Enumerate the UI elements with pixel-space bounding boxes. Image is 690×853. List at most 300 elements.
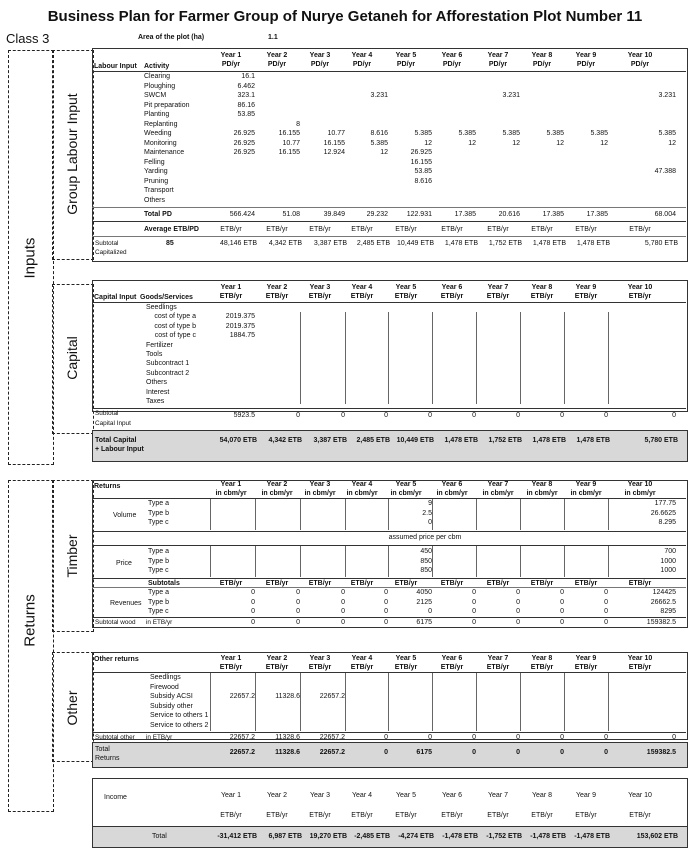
price-y10-value: 1000 — [660, 567, 676, 574]
labour-value: 12 — [668, 139, 676, 147]
revenue-value: 0 — [604, 608, 608, 615]
timber-etb-unit: ETB/yr — [440, 580, 464, 587]
revenue-value: 0 — [296, 589, 300, 596]
activity-label: Transport — [144, 187, 174, 194]
revenue-value: 0 — [251, 598, 255, 606]
capital-subtotal-value: 0 — [428, 412, 432, 419]
timber-etb-unit: ETB/yr — [350, 580, 374, 587]
labour-year-header: Year 5 — [395, 52, 417, 59]
revenue-value: 0 — [560, 608, 564, 615]
timber-year-header: Year 10 — [627, 481, 653, 488]
column-divider — [300, 546, 301, 577]
volume-type-label: Type a — [148, 500, 170, 507]
capital-subtotal-value: 5923.5 — [233, 412, 255, 419]
timber-year-header: Year 8 — [531, 481, 553, 488]
activity-label: Maintenance — [144, 149, 185, 156]
timber-etb-unit: ETB/yr — [219, 580, 243, 587]
timber-unit-header: in cbm/yr — [436, 490, 468, 497]
other-year-header: Year 1 — [220, 655, 242, 662]
other-returns-col-header: Other returns — [94, 656, 139, 663]
revenue-value: 0 — [251, 589, 255, 596]
subsidy-acsi-value: 22657.2 — [229, 693, 255, 700]
total-capital-value: 54,070 ETB — [219, 437, 257, 444]
volume-type-label: Type c — [148, 519, 169, 526]
labour-capitalized-label: Capitalized — [95, 249, 127, 256]
labour-etb-unit: ETB/yr — [266, 226, 288, 233]
total-pd-label: Total PD — [144, 211, 172, 218]
total-pd-value: 39.849 — [323, 211, 345, 218]
activity-label: Felling — [144, 158, 165, 166]
total-pd-value: 17.385 — [586, 211, 608, 218]
labour-year-header: Year 1 — [220, 52, 242, 59]
activity-label: SWCM — [144, 92, 167, 99]
labour-value: 5.385 — [658, 130, 676, 137]
capital-subtotal-label: Subtotal — [95, 410, 119, 417]
timber-section-label: Timber — [64, 534, 80, 578]
capital-item-label: Interest — [146, 388, 170, 396]
timber-year-header: Year 6 — [441, 481, 463, 488]
labour-value: 16.155 — [278, 149, 300, 156]
labour-value: 5.385 — [502, 130, 520, 137]
income-total-label: Total — [152, 833, 167, 840]
other-unit-header: ETB/yr — [628, 664, 652, 671]
subtotal-other-value: 0 — [472, 734, 476, 741]
column-divider — [476, 499, 477, 530]
column-divider — [345, 499, 346, 530]
subtotal-other-value: 0 — [672, 734, 676, 741]
other-unit-header: ETB/yr — [350, 664, 374, 671]
capital-unit-header: ETB/yr — [574, 293, 598, 300]
volume-label: Volume — [113, 512, 137, 519]
labour-subtotal-value: 4,342 ETB — [268, 240, 302, 247]
subtotal-wood-value: 0 — [384, 619, 388, 626]
capital-subtotal-value: 0 — [560, 412, 564, 419]
column-divider — [564, 673, 565, 731]
total-returns-value: 159382.5 — [646, 749, 676, 756]
total-capital-value: 1,478 ETB — [576, 437, 610, 444]
labour-subtotal-value: 3,387 ETB — [313, 240, 347, 247]
subtotal-wood-value: 0 — [604, 619, 608, 626]
labour-subtotal-value: 48,146 ETB — [220, 240, 257, 247]
capital-item-label: Subcontract 1 — [146, 360, 190, 368]
activity-label: Planting — [144, 111, 170, 118]
labour-unit-header: PD/yr — [532, 61, 552, 68]
other-year-header: Year 5 — [395, 655, 417, 662]
other-year-header: Year 8 — [531, 655, 553, 662]
column-divider — [388, 546, 389, 577]
other-returns-item-label: Seedlings — [150, 674, 181, 681]
labour-unit-header: PD/yr — [442, 61, 462, 68]
subtotal-other-label: Subtotal other — [95, 734, 135, 741]
timber-year-header: Year 1 — [220, 481, 242, 488]
price-y10-value: 700 — [664, 548, 676, 555]
capital-col-header: Capital Input — [94, 294, 137, 301]
price-y5-value: 850 — [420, 557, 432, 565]
labour-value: 47.388 — [654, 168, 676, 175]
capital-year-header: Year 6 — [441, 284, 463, 291]
plot-area-value: 1.1 — [268, 34, 278, 41]
activity-label: Clearing — [144, 73, 171, 80]
income-total-value: -1,478 ETB — [574, 833, 610, 840]
labour-year-header: Year 10 — [627, 52, 653, 59]
labour-unit-header: PD/yr — [310, 61, 330, 68]
labour-year-header: Year 8 — [531, 52, 553, 59]
column-divider — [608, 546, 609, 577]
column-divider — [210, 499, 211, 530]
revenue-value: 0 — [296, 598, 300, 606]
income-total-value: -1,478 ETB — [530, 833, 566, 840]
total-capital-value: 4,342 ETB — [268, 437, 302, 444]
column-divider — [476, 546, 477, 577]
subtotal-wood-value: 0 — [251, 619, 255, 626]
other-unit-header: ETB/yr — [308, 664, 332, 671]
activity-label: Yarding — [144, 168, 168, 175]
total-pd-value: 29.232 — [366, 211, 388, 218]
labour-year-header: Year 2 — [266, 52, 288, 59]
labour-subtotal-value: 1,478 ETB — [532, 240, 566, 247]
labour-col-header: Labour Input — [94, 63, 137, 70]
total-returns-value: 0 — [560, 749, 564, 756]
column-divider — [520, 673, 521, 731]
total-pd-value: 68.004 — [654, 211, 676, 218]
income-unit-header: ETB/yr — [629, 812, 651, 819]
revenue-value: 0 — [384, 598, 388, 606]
capital-year-header: Year 7 — [487, 284, 509, 291]
subtotal-wood-unit: in ETB/yr — [146, 619, 173, 626]
labour-value: 16.155 — [323, 139, 345, 147]
total-returns-value: 0 — [516, 749, 520, 756]
total-returns-value: 22657.2 — [229, 749, 255, 756]
timber-year-header: Year 9 — [575, 481, 597, 488]
subtotal-other-unit: in ETB/yr — [146, 734, 173, 741]
total-returns-value: 0 — [384, 749, 388, 756]
subtotal-wood-value: 0 — [341, 619, 345, 626]
capital-subtotal-value: 0 — [672, 412, 676, 419]
average-etb-value: 85 — [166, 240, 174, 247]
column-divider — [255, 546, 256, 577]
total-capital-label2: + Labour Input — [95, 446, 144, 453]
labour-value: 5.385 — [370, 139, 388, 147]
capital-year-header: Year 8 — [531, 284, 553, 291]
total-returns-row — [92, 742, 688, 768]
revenue-value: 124425 — [652, 589, 676, 596]
subtotal-other-value: 0 — [516, 734, 520, 741]
subtotal-wood-value: 0 — [472, 619, 476, 626]
total-capital-value: 3,387 ETB — [313, 437, 347, 444]
subsidy-acsi-value: 22657.2 — [319, 693, 345, 700]
income-unit-header: ETB/yr — [531, 812, 553, 819]
total-returns-label: Total — [95, 746, 110, 753]
price-y5-value: 850 — [420, 567, 432, 574]
capital-unit-header: ETB/yr — [219, 293, 243, 300]
labour-section-label: Group Labour Input — [64, 93, 80, 215]
labour-value: 3.231 — [370, 92, 388, 99]
other-year-header: Year 4 — [351, 655, 373, 662]
total-returns-value: 6175 — [416, 749, 432, 756]
timber-etb-unit: ETB/yr — [628, 580, 652, 587]
column-divider — [432, 312, 433, 404]
subtotal-other-value: 0 — [604, 734, 608, 741]
column-divider — [564, 499, 565, 530]
labour-value: 8.616 — [414, 177, 432, 185]
labour-value: 8 — [296, 120, 300, 128]
total-returns-label2: Returns — [95, 755, 120, 762]
income-total-value: -31,412 ETB — [217, 833, 257, 840]
labour-value: 16.1 — [241, 73, 255, 80]
timber-unit-header: in cbm/yr — [390, 490, 422, 497]
column-divider — [564, 546, 565, 577]
timber-etb-unit: ETB/yr — [308, 580, 332, 587]
other-unit-header: ETB/yr — [394, 664, 418, 671]
volume-y5-value: 0 — [428, 519, 432, 526]
capital-subtotal-value: 0 — [341, 412, 345, 419]
capital-year-header: Year 5 — [395, 284, 417, 291]
column-divider — [520, 499, 521, 530]
price-y10-value: 1000 — [660, 557, 676, 565]
total-pd-value: 122.931 — [406, 211, 432, 218]
price-y5-value: 450 — [420, 548, 432, 555]
volume-y5-value: 2.5 — [422, 509, 432, 517]
capital-year-header: Year 9 — [575, 284, 597, 291]
timber-unit-header: in cbm/yr — [304, 490, 336, 497]
income-unit-header: ETB/yr — [395, 812, 417, 819]
subtotal-wood-value: 0 — [516, 619, 520, 626]
labour-value: 10.77 — [282, 139, 300, 147]
revenue-value: 0 — [516, 608, 520, 615]
capital-item-label: Subcontract 2 — [146, 369, 190, 377]
total-capital-row — [92, 430, 688, 462]
subtotal-other-value: 11328.6 — [275, 734, 300, 741]
seedling-cost-value: 2019.375 — [225, 322, 255, 330]
labour-value: 5.385 — [546, 130, 564, 137]
timber-unit-header: in cbm/yr — [624, 490, 656, 497]
labour-value: 5.385 — [458, 130, 476, 137]
labour-year-header: Year 4 — [351, 52, 373, 59]
revenue-value: 4050 — [416, 589, 432, 596]
subtotals-label: Subtotals — [148, 580, 180, 587]
subtotal-other-value: 22657.2 — [229, 734, 255, 741]
labour-subtotal-value: 2,485 ETB — [356, 240, 390, 247]
other-year-header: Year 10 — [627, 655, 653, 662]
revenue-value: 26662.5 — [650, 598, 676, 606]
labour-value: 26.925 — [233, 139, 255, 147]
labour-value: 12 — [600, 139, 608, 147]
column-divider — [432, 546, 433, 577]
column-divider — [388, 673, 389, 731]
other-unit-header: ETB/yr — [574, 664, 598, 671]
income-unit-header: ETB/yr — [487, 812, 509, 819]
column-divider — [345, 673, 346, 731]
revenue-value: 0 — [560, 598, 564, 606]
capital-item-label: Taxes — [146, 398, 165, 405]
subtotal-other-value: 0 — [428, 734, 432, 741]
volume-y5-value: 9 — [428, 500, 432, 507]
subtotal-wood-value: 6175 — [416, 619, 432, 626]
labour-unit-header: PD/yr — [630, 61, 650, 68]
subtotal-wood-value: 0 — [296, 619, 300, 626]
timber-unit-header: in cbm/yr — [215, 490, 247, 497]
price-type-label: Type b — [148, 557, 170, 565]
total-capital-value: 1,752 ETB — [488, 437, 522, 444]
total-pd-value: 20.616 — [498, 211, 520, 218]
column-divider — [520, 546, 521, 577]
income-label: Income — [104, 794, 127, 801]
labour-unit-header: PD/yr — [221, 61, 241, 68]
capital-item-label: Tools — [146, 351, 163, 358]
labour-etb-unit: ETB/yr — [395, 226, 417, 233]
timber-etb-unit: ETB/yr — [394, 580, 418, 587]
income-year-header: Year 1 — [221, 792, 241, 799]
labour-unit-header: PD/yr — [267, 61, 287, 68]
other-returns-item-label: Service to others 2 — [150, 721, 209, 729]
labour-value: 12.924 — [323, 149, 345, 156]
total-pd-value: 17.385 — [542, 211, 564, 218]
total-returns-value: 11328.6 — [275, 749, 300, 756]
capital-unit-header: ETB/yr — [308, 293, 332, 300]
column-divider — [476, 673, 477, 731]
capital-item-label: Fertilizer — [146, 341, 173, 349]
income-unit-header: ETB/yr — [575, 812, 597, 819]
column-divider — [476, 312, 477, 404]
income-year-header: Year 3 — [310, 792, 330, 799]
labour-etb-unit: ETB/yr — [309, 226, 331, 233]
capital-unit-header: ETB/yr — [394, 293, 418, 300]
total-returns-value: 0 — [472, 749, 476, 756]
timber-etb-unit: ETB/yr — [265, 580, 289, 587]
labour-etb-unit: ETB/yr — [531, 226, 553, 233]
income-total-value: -2,485 ETB — [354, 833, 390, 840]
volume-y10-value: 26.6625 — [650, 509, 676, 517]
goods-col-header: Goods/Services — [140, 294, 193, 301]
column-divider — [255, 673, 256, 731]
labour-value: 26.925 — [233, 149, 255, 156]
total-capital-label: Total Capital — [95, 437, 137, 444]
activity-label: Others — [144, 196, 166, 204]
column-divider — [608, 499, 609, 530]
income-year-header: Year 10 — [628, 792, 652, 799]
subsidy-acsi-value: 11328.6 — [275, 693, 300, 700]
revenue-value: 0 — [516, 598, 520, 606]
labour-value: 53.85 — [237, 111, 255, 118]
labour-value: 12 — [424, 139, 432, 147]
capital-year-header: Year 4 — [351, 284, 373, 291]
column-divider — [300, 499, 301, 530]
revenue-value: 0 — [472, 608, 476, 615]
column-divider — [564, 312, 565, 404]
revenue-value: 0 — [428, 608, 432, 615]
assumed-price-label: assumed price per cbm — [388, 534, 462, 541]
activity-label: Replanting — [144, 120, 178, 128]
other-returns-item-label: Subsidy other — [150, 702, 193, 710]
labour-unit-header: PD/yr — [576, 61, 596, 68]
total-capital-value: 2,485 ETB — [356, 437, 390, 444]
labour-etb-unit: ETB/yr — [629, 226, 651, 233]
revenue-value: 0 — [384, 589, 388, 596]
income-year-header: Year 2 — [267, 792, 287, 799]
revenue-value: 0 — [472, 598, 476, 606]
column-divider — [432, 499, 433, 530]
revenue-value: 2125 — [416, 598, 432, 606]
labour-value: 53.85 — [414, 168, 432, 175]
other-section-label: Other — [64, 690, 80, 726]
capital-subtotal-value: 0 — [296, 412, 300, 419]
income-total-value: 19,270 ETB — [309, 833, 347, 840]
labour-value: 12 — [380, 149, 388, 156]
column-divider — [520, 312, 521, 404]
other-returns-item-label: Firewood — [150, 683, 179, 691]
revenue-value: 0 — [604, 598, 608, 606]
capital-year-header: Year 10 — [627, 284, 653, 291]
capital-year-header: Year 3 — [309, 284, 331, 291]
labour-value: 26.925 — [410, 149, 432, 156]
income-unit-header: ETB/yr — [441, 812, 463, 819]
labour-subtotal-label: Subtotal — [95, 240, 119, 247]
income-unit-header: ETB/yr — [309, 812, 331, 819]
total-pd-value: 51.08 — [282, 211, 300, 218]
activity-label: Pit preparation — [144, 101, 190, 109]
labour-year-header: Year 7 — [487, 52, 509, 59]
revenue-value: 0 — [341, 598, 345, 606]
revenue-value: 0 — [384, 608, 388, 615]
timber-unit-header: in cbm/yr — [526, 490, 558, 497]
timber-unit-header: in cbm/yr — [346, 490, 378, 497]
labour-value: 12 — [512, 139, 520, 147]
revenue-value: 0 — [251, 608, 255, 615]
revenue-type-label: Type c — [148, 608, 169, 615]
income-total-value: -1,752 ETB — [486, 833, 522, 840]
other-unit-header: ETB/yr — [219, 664, 243, 671]
column-divider — [388, 312, 389, 404]
labour-value: 3.231 — [502, 92, 520, 99]
price-type-label: Type a — [148, 548, 170, 555]
income-total-value: -4,274 ETB — [398, 833, 434, 840]
other-year-header: Year 2 — [266, 655, 288, 662]
labour-value: 12 — [556, 139, 564, 147]
revenue-value: 0 — [341, 608, 345, 615]
column-divider — [210, 546, 211, 577]
other-unit-header: ETB/yr — [530, 664, 554, 671]
other-year-header: Year 3 — [309, 655, 331, 662]
volume-y10-value: 8.295 — [658, 519, 676, 526]
income-year-header: Year 5 — [396, 792, 416, 799]
other-unit-header: ETB/yr — [486, 664, 510, 671]
capital-item-label: cost of type a — [154, 313, 196, 321]
capital-subtotal-value: 0 — [516, 412, 520, 419]
column-divider — [608, 312, 609, 404]
revenue-value: 0 — [516, 589, 520, 596]
labour-value: 16.155 — [410, 158, 432, 166]
other-unit-header: ETB/yr — [265, 664, 289, 671]
timber-year-header: Year 4 — [351, 481, 373, 488]
activity-label: Ploughing — [144, 82, 176, 90]
seedling-cost-value: 2019.375 — [225, 313, 255, 321]
activity-label: Pruning — [144, 177, 169, 185]
revenue-value: 0 — [604, 589, 608, 596]
labour-subtotal-value: 10,449 ETB — [397, 240, 434, 247]
revenue-value: 0 — [341, 589, 345, 596]
column-divider — [300, 673, 301, 731]
income-unit-header: ETB/yr — [351, 812, 373, 819]
subtotal-other-value: 0 — [384, 734, 388, 741]
income-year-header: Year 9 — [576, 792, 596, 799]
capital-item-label: Seedlings — [146, 304, 177, 311]
labour-year-header: Year 9 — [575, 52, 597, 59]
labour-value: 26.925 — [233, 130, 255, 137]
capital-year-header: Year 2 — [266, 284, 288, 291]
income-total-value: 153,602 ETB — [636, 833, 678, 840]
labour-unit-header: PD/yr — [488, 61, 508, 68]
capital-unit-header: ETB/yr — [440, 293, 464, 300]
